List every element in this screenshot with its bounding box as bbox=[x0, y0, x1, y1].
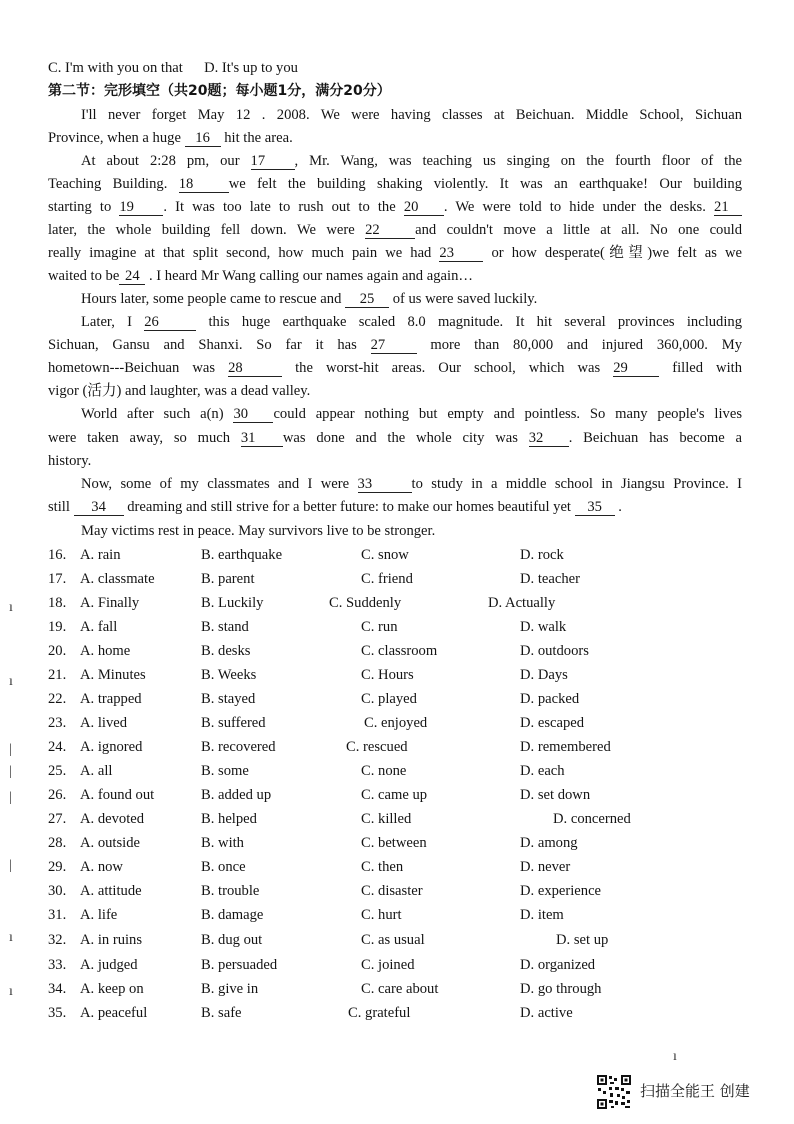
option-a: A. home bbox=[80, 643, 131, 659]
option-b: B. damage bbox=[201, 907, 264, 923]
question-number: 29. bbox=[48, 859, 67, 875]
question-number: 32. bbox=[48, 932, 67, 948]
blank-20: 20 bbox=[404, 199, 444, 216]
section-heading: 第二节：完形填空（共20题；每小题1分，满分20分） bbox=[48, 83, 391, 99]
option-d: D. active bbox=[520, 1005, 573, 1021]
blank-29: 29 bbox=[613, 360, 659, 377]
option-b: B. with bbox=[201, 835, 244, 851]
option-a: A. fall bbox=[80, 619, 118, 635]
top-options-line bbox=[48, 58, 742, 78]
option-b: B. Weeks bbox=[201, 667, 257, 683]
option-c-text: C. I'm with you on that bbox=[48, 60, 183, 76]
blank-26: 26 bbox=[144, 314, 196, 331]
passage-line-18: still 34 dreaming and still strive for a better future: to make our homes beautiful yet 35 . bbox=[48, 499, 622, 515]
question-row bbox=[48, 808, 748, 830]
question-row bbox=[48, 616, 748, 638]
question-row bbox=[48, 929, 748, 951]
question-row bbox=[48, 880, 748, 902]
passage-line-7: really imagine at that split second, how much pain we had 23 or how desperate(绝望)we felt as we bbox=[48, 245, 742, 261]
blank-21: 21 bbox=[714, 199, 742, 216]
blank-27: 27 bbox=[371, 337, 417, 354]
option-a: A. attitude bbox=[80, 883, 142, 899]
option-b: B. suffered bbox=[201, 715, 266, 731]
blank-16: 16 bbox=[185, 130, 221, 147]
passage-line-5: starting to 19 . It was too late to rush out to the 20 . We were told to hide under the desks. 21 bbox=[48, 197, 742, 217]
question-number: 21. bbox=[48, 667, 67, 683]
option-d: D. walk bbox=[520, 619, 567, 635]
passage-line-6: later, the whole building fell down. We were 22 and couldn't move a little at all. No one could bbox=[48, 222, 743, 238]
passage-line-13: vigor (活力) and laughter, was a dead valley. bbox=[48, 383, 311, 399]
option-c: C. friend bbox=[361, 571, 413, 587]
option-b: B. stayed bbox=[201, 691, 256, 707]
blank-32: 32 bbox=[529, 430, 569, 447]
passage-line-19: May victims rest in peace. May survivors live to be stronger. bbox=[81, 523, 436, 539]
question-number: 30. bbox=[48, 883, 67, 899]
question-row bbox=[48, 954, 748, 976]
option-b: B. safe bbox=[201, 1005, 242, 1021]
passage-line-12: hometown---Beichuan was 28 the worst-hit areas. Our school, which was 29 filled with bbox=[48, 360, 742, 376]
passage-line-11: Sichuan, Gansu and Shanxi. So far it has 27 more than 80,000 and injured 360,000. My bbox=[48, 337, 742, 353]
option-d: D. rock bbox=[520, 547, 564, 563]
option-b: B. stand bbox=[201, 619, 249, 635]
question-number: 16. bbox=[48, 547, 67, 563]
option-d: D. never bbox=[520, 859, 571, 875]
question-number: 17. bbox=[48, 571, 67, 587]
question-row bbox=[48, 688, 748, 710]
question-number: 18. bbox=[48, 595, 67, 611]
scan-speck: ı bbox=[673, 1049, 677, 1064]
option-c: C. hurt bbox=[361, 907, 402, 923]
blank-34: 34 bbox=[74, 499, 124, 516]
option-c: C. disaster bbox=[361, 883, 423, 899]
option-c: C. killed bbox=[361, 811, 412, 827]
question-number: 34. bbox=[48, 981, 67, 997]
option-a: A. classmate bbox=[80, 571, 155, 587]
option-c: C. enjoyed bbox=[364, 715, 428, 731]
question-row bbox=[48, 664, 748, 686]
option-d: D. organized bbox=[520, 957, 596, 973]
passage-line-4: Teaching Building. 18 we felt the building shaking violently. It was an earthquake! Our building bbox=[48, 176, 743, 192]
option-b: B. parent bbox=[201, 571, 255, 587]
question-row bbox=[48, 1002, 748, 1024]
option-d: D. set down bbox=[520, 787, 591, 803]
scan-speck: ı bbox=[9, 600, 13, 615]
option-d: D. go through bbox=[520, 981, 602, 997]
question-row bbox=[48, 760, 748, 782]
option-c: C. Hours bbox=[361, 667, 414, 683]
scan-speck: ı bbox=[9, 984, 13, 999]
option-d: D. set up bbox=[556, 932, 609, 948]
question-number: 33. bbox=[48, 957, 67, 973]
passage-line-2: Province, when a huge 16 hit the area. bbox=[48, 130, 293, 146]
option-c: C. run bbox=[361, 619, 398, 635]
passage-line-1: I'll never forget May 12 . 2008. We were having classes at Beichuan. Middle School, Sichuan bbox=[81, 107, 742, 123]
blank-18: 18 bbox=[179, 176, 229, 193]
option-a: A. all bbox=[80, 763, 113, 779]
option-c: C. came up bbox=[361, 787, 428, 803]
option-c: C. then bbox=[361, 859, 404, 875]
option-c: C. classroom bbox=[361, 643, 438, 659]
blank-17: 17 bbox=[251, 153, 295, 170]
option-a: A. now bbox=[80, 859, 123, 875]
option-d: D. teacher bbox=[520, 571, 580, 587]
option-d: D. item bbox=[520, 907, 564, 923]
option-d: D. packed bbox=[520, 691, 580, 707]
blank-19: 19 bbox=[119, 199, 163, 216]
option-a: A. outside bbox=[80, 835, 140, 851]
question-row bbox=[48, 784, 748, 806]
question-row bbox=[48, 736, 748, 758]
blank-33: 33 bbox=[358, 476, 412, 493]
scan-speck: | bbox=[9, 742, 12, 757]
option-b: B. earthquake bbox=[201, 547, 283, 563]
question-number: 27. bbox=[48, 811, 67, 827]
option-a: A. ignored bbox=[80, 739, 143, 755]
passage-line-9: Hours later, some people came to rescue and 25 of us were saved luckily. bbox=[81, 291, 538, 307]
question-number: 28. bbox=[48, 835, 67, 851]
question-number: 22. bbox=[48, 691, 67, 707]
option-a: A. Finally bbox=[80, 595, 140, 611]
option-b: B. helped bbox=[201, 811, 257, 827]
option-a: A. lived bbox=[80, 715, 128, 731]
question-number: 31. bbox=[48, 907, 67, 923]
option-a: A. life bbox=[80, 907, 118, 923]
qr-code-icon bbox=[596, 1074, 632, 1110]
question-number: 19. bbox=[48, 619, 67, 635]
question-row bbox=[48, 544, 748, 566]
blank-25: 25 bbox=[345, 291, 389, 308]
blank-28: 28 bbox=[228, 360, 282, 377]
passage-line-14: World after such a(n) 30 could appear nothing but empty and pointless. So many people's lives bbox=[81, 406, 742, 422]
option-c: C. joined bbox=[361, 957, 415, 973]
blank-31: 31 bbox=[241, 430, 283, 447]
scan-speck: | bbox=[9, 790, 12, 805]
blank-30: 30 bbox=[233, 406, 273, 423]
option-b: B. once bbox=[201, 859, 246, 875]
scan-speck: ı bbox=[9, 674, 13, 689]
question-number: 26. bbox=[48, 787, 67, 803]
blank-24: 24 bbox=[119, 268, 145, 285]
blank-23: 23 bbox=[439, 245, 483, 262]
scan-speck: | bbox=[9, 858, 12, 873]
option-a: A. rain bbox=[80, 547, 121, 563]
question-row bbox=[48, 712, 748, 734]
option-d: D. Actually bbox=[488, 595, 556, 611]
passage-line-10: Later, I 26 this huge earthquake scaled 8.0 magnitude. It hit several provinces including bbox=[81, 314, 742, 330]
scan-speck: ı bbox=[9, 930, 13, 945]
blank-35: 35 bbox=[575, 499, 615, 516]
option-b: B. trouble bbox=[201, 883, 260, 899]
question-row bbox=[48, 592, 748, 614]
option-a: A. keep on bbox=[80, 981, 144, 997]
blank-22: 22 bbox=[365, 222, 415, 239]
passage-line-16: history. bbox=[48, 453, 92, 469]
option-d: D. Days bbox=[520, 667, 568, 683]
option-c: C. care about bbox=[361, 981, 439, 997]
question-row bbox=[48, 832, 748, 854]
option-a: A. devoted bbox=[80, 811, 145, 827]
question-number: 35. bbox=[48, 1005, 67, 1021]
option-a: A. judged bbox=[80, 957, 138, 973]
option-c: C. none bbox=[361, 763, 407, 779]
question-number: 23. bbox=[48, 715, 67, 731]
option-b: B. dug out bbox=[201, 932, 263, 948]
option-b: B. persuaded bbox=[201, 957, 278, 973]
option-a: A. in ruins bbox=[80, 932, 143, 948]
option-a: A. found out bbox=[80, 787, 155, 803]
scanner-watermark bbox=[596, 1072, 776, 1112]
option-b: B. recovered bbox=[201, 739, 276, 755]
question-row bbox=[48, 904, 748, 926]
option-a: A. peaceful bbox=[80, 1005, 148, 1021]
option-b: B. some bbox=[201, 763, 249, 779]
option-b: B. give in bbox=[201, 981, 259, 997]
option-d: D. remembered bbox=[520, 739, 611, 755]
option-b: B. desks bbox=[201, 643, 251, 659]
option-c: C. as usual bbox=[361, 932, 425, 948]
option-a: A. Minutes bbox=[80, 667, 146, 683]
question-number: 25. bbox=[48, 763, 67, 779]
question-row bbox=[48, 856, 748, 878]
passage-line-3: At about 2:28 pm, our 17 , Mr. Wang, was teaching us singing on the fourth floor of the bbox=[81, 153, 742, 169]
option-d: D. escaped bbox=[520, 715, 585, 731]
question-row bbox=[48, 978, 748, 1000]
option-a: A. trapped bbox=[80, 691, 142, 707]
scanner-brand-text: 扫描全能王 创建 bbox=[640, 1082, 750, 1100]
option-c: C. Suddenly bbox=[329, 595, 402, 611]
passage-line-8: waited to be 24 . I heard Mr Wang calling our names again and again… bbox=[48, 268, 473, 284]
question-row bbox=[48, 640, 748, 662]
option-d-text: D. It's up to you bbox=[204, 60, 298, 76]
question-row bbox=[48, 568, 748, 590]
question-number: 24. bbox=[48, 739, 67, 755]
option-c: C. grateful bbox=[348, 1005, 411, 1021]
option-b: B. Luckily bbox=[201, 595, 264, 611]
option-b: B. added up bbox=[201, 787, 272, 803]
question-number: 20. bbox=[48, 643, 67, 659]
scan-speck: | bbox=[9, 764, 12, 779]
option-c: C. played bbox=[361, 691, 417, 707]
passage-line-15: were taken away, so much 31 was done and the whole city was 32 . Beichuan has become a bbox=[48, 430, 742, 446]
option-c: C. between bbox=[361, 835, 427, 851]
passage-line-17: Now, some of my classmates and I were 33 to study in a middle school in Jiangsu Province. I bbox=[81, 476, 743, 492]
option-d: D. concerned bbox=[553, 811, 631, 827]
option-c: C. rescued bbox=[346, 739, 408, 755]
option-c: C. snow bbox=[361, 547, 409, 563]
option-d: D. each bbox=[520, 763, 565, 779]
option-d: D. outdoors bbox=[520, 643, 589, 659]
option-d: D. experience bbox=[520, 883, 602, 899]
option-d: D. among bbox=[520, 835, 578, 851]
